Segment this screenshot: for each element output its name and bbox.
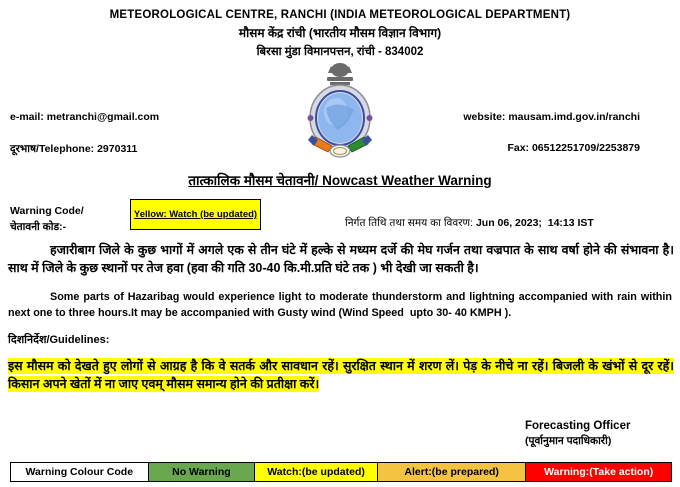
fax-line: Fax: 06512251709/2253879 — [507, 142, 640, 154]
signature-block — [525, 420, 630, 448]
issue-datetime-label: निर्गत तिथि तथा समय का विवरण: — [345, 217, 476, 229]
website-line: website: mausam.imd.gov.in/ranchi — [463, 111, 640, 123]
imd-emblem-logo — [294, 60, 386, 162]
warning-paragraph-hindi: हजारीबाग जिले के कुछ भागों में अगले एक से तीन घंटे में हल्के से मध्यम दर्जे की मेघ गर्जन तथा वज्रपात के साथ वर्षा होने की संभावना है। साथ में जिले के कुछ स्थानों पर तेज हवा (हवा की गति 30-40 कि.मी.प्रति घंटे तक ) भी देखी जा सकती है। — [8, 243, 674, 275]
imd-emblem-icon — [294, 60, 386, 162]
colour-code-cell-alert: Alert:(be prepared) — [378, 463, 527, 481]
guidelines-highlighted-text: इस मौसम को देखते हुए लोगों से आग्रह है कि वे सतर्क और सावधान रहें। सुरक्षित स्थान में शरण लें। पेड़ के नीचे ना रहें। बिजली के खंभों से दूर रहें। किसान अपने खेतों में ना जाए एवम् मौसम समान्य होने की प्रतीक्षा करें। — [8, 359, 674, 391]
colour-code-cell-header: Warning Colour Code — [11, 463, 149, 481]
issue-datetime-line — [345, 216, 594, 230]
signature-title-hindi: (पूर्वानुमान पदाधिकारी) — [525, 435, 612, 447]
warning-colour-code-table — [10, 462, 672, 482]
signature-title-english: Forecasting Officer — [525, 420, 631, 432]
guidelines-heading: दिशनिर्देश/Guidelines: — [8, 334, 110, 346]
telephone-line: दूरभाष/Telephone: 2970311 — [10, 143, 138, 155]
org-address-hindi: बिरसा मुंडा विमानपत्तन, रांची - 834002 — [256, 46, 424, 58]
email-line: e-mail: metranchi@gmail.com — [10, 111, 160, 123]
document-title: तात्कालिक मौसम चेतावनी/ Nowcast Weather Warning — [188, 173, 492, 188]
colour-code-cell-warning: Warning:(Take action) — [526, 463, 671, 481]
colour-code-cell-no-warning: No Warning — [149, 463, 256, 481]
warning-code-label — [10, 203, 84, 235]
warning-paragraph-english: Some parts of Hazaribag would experience light to moderate thunderstorm and lightning accompanied with rain within next one to three hours.It may be accompanied with Gusty wind (Wind Speed upto 30- 40 KMPH ). — [8, 291, 675, 319]
org-name-english: METEOROLOGICAL CENTRE, RANCHI (INDIA METEOROLOGICAL DEPARTMENT) — [109, 9, 571, 21]
guidelines-paragraph — [8, 357, 674, 393]
org-name-hindi: मौसम केंद्र रांची (भारतीय मौसम विज्ञान विभाग) — [238, 26, 442, 40]
warning-code-badge — [130, 199, 261, 230]
letterhead — [0, 9, 680, 59]
warning-code-value: Yellow: Watch (be updated) — [133, 209, 258, 220]
issue-datetime-value: Jun 06, 2023; 14:13 IST — [475, 217, 594, 229]
colour-code-cell-watch: Watch:(be updated) — [255, 463, 378, 481]
warning-code-label-hi: चेतावनी कोड:- — [10, 221, 67, 233]
warning-code-label-en: Warning Code/ — [10, 205, 84, 217]
